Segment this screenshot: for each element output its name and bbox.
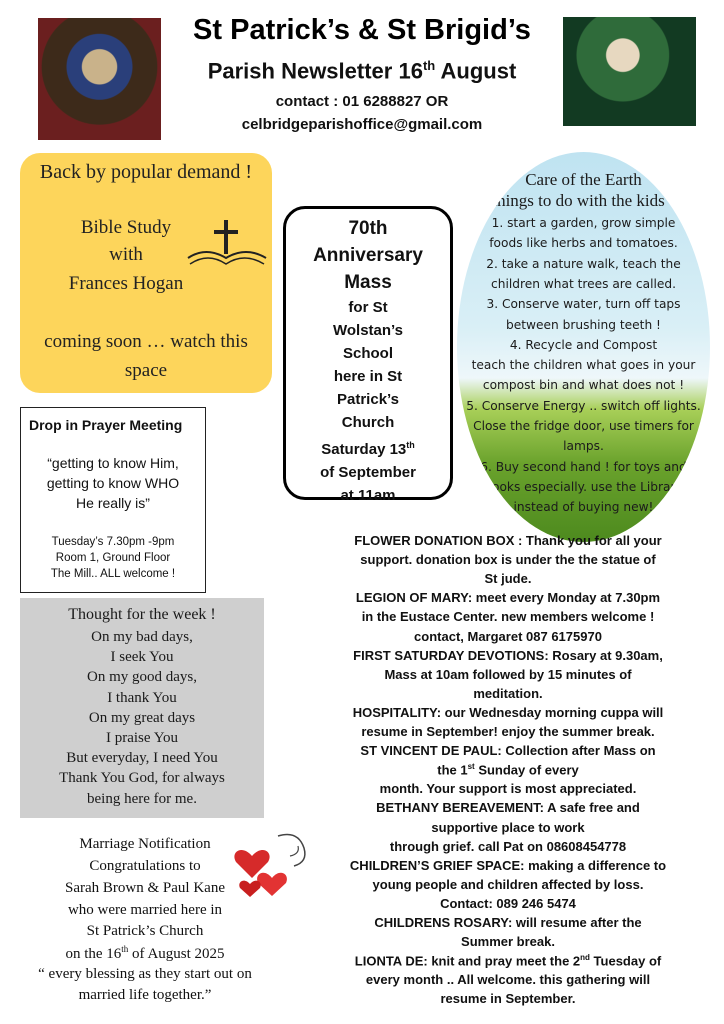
thought-line: I praise You bbox=[105, 730, 179, 746]
anniv-line: here in St bbox=[333, 368, 403, 385]
anniv-line: Wolstan’s bbox=[332, 322, 403, 339]
hearts-icon bbox=[228, 826, 312, 910]
bible-study-line1: Bible Study bbox=[80, 217, 172, 238]
anniv-line: at 11am bbox=[340, 487, 396, 504]
bible-study-box bbox=[20, 153, 272, 393]
care-of-earth-box bbox=[457, 152, 710, 542]
anniv-line: Church bbox=[341, 414, 395, 431]
anniv-line: for St bbox=[348, 299, 388, 316]
notice-line: HOSPITALITY: our Wednesday morning cuppa will bbox=[352, 704, 664, 720]
contact-phone: contact : 01 6288827 OR bbox=[275, 93, 449, 110]
anniv-line: 70th bbox=[348, 218, 388, 239]
earth-list-line: teach the children what goes in your bbox=[471, 358, 696, 373]
marriage-blessing: “ every blessing as they start out on bbox=[38, 966, 252, 982]
bible-study-line3: Frances Hogan bbox=[68, 273, 184, 294]
marriage-line: Congratulations to bbox=[89, 858, 201, 874]
notice-line: month. Your support is most appreciated. bbox=[379, 781, 637, 797]
anniv-line: Saturday 13th bbox=[321, 440, 415, 458]
earth-list-line: children what trees are called. bbox=[491, 276, 676, 291]
st-brigid-stained-glass-image bbox=[38, 18, 161, 140]
anniv-line: Patrick’s bbox=[337, 391, 399, 408]
prayer-quote: “getting to know Him, bbox=[47, 455, 179, 471]
earth-list-line: 6. Buy second hand ! for toys and bbox=[480, 459, 687, 474]
marriage-line: who were married here in bbox=[67, 902, 223, 918]
notice-line: supportive place to work bbox=[431, 819, 585, 835]
bible-study-line4: coming soon … watch this bbox=[44, 331, 248, 352]
notice-line: every month .. All welcome. this gathering will bbox=[365, 972, 651, 988]
earth-list-line: 2. take a nature walk, teach the bbox=[486, 256, 681, 271]
earth-list-line: lamps. bbox=[563, 439, 604, 454]
notice-line: resume in September. bbox=[440, 991, 576, 1007]
thought-for-week-box bbox=[20, 598, 264, 818]
prayer-schedule: Tuesday’s 7.30pm -9pm bbox=[51, 536, 175, 548]
earth-title: Care of the Earth bbox=[525, 170, 642, 189]
prayer-quote: getting to know WHO bbox=[46, 475, 180, 491]
earth-list-line: instead of buying new! bbox=[513, 500, 654, 515]
prayer-welcome: The Mill.. ALL welcome ! bbox=[50, 568, 176, 580]
anniv-line: of September bbox=[320, 464, 416, 481]
earth-list-line: 1. start a garden, grow simple bbox=[491, 216, 676, 230]
marriage-blessing: married life together.” bbox=[78, 987, 212, 1003]
prayer-title: Drop in Prayer Meeting bbox=[29, 417, 183, 433]
thought-line: being here for me. bbox=[87, 790, 197, 807]
notice-line: in the Eustace Center. new members welcome ! bbox=[361, 609, 655, 625]
prayer-quote: He really is” bbox=[76, 495, 150, 511]
notice-line: the 1st Sunday of every bbox=[437, 762, 579, 778]
thought-line: Thank You God, for always bbox=[59, 770, 225, 787]
bible-study-heading: Back by popular demand ! bbox=[39, 161, 253, 183]
notice-line: St jude. bbox=[484, 571, 532, 587]
notice-line: LEGION OF MARY: meet every Monday at 7.30pm bbox=[355, 590, 661, 606]
st-patrick-stained-glass-image bbox=[563, 17, 696, 126]
notice-line: through grief. call Pat on 08608454778 bbox=[389, 838, 627, 854]
notice-line: CHILDRENS ROSARY: will resume after the bbox=[374, 915, 642, 930]
newsletter-subtitle: Parish Newsletter 16th August bbox=[207, 58, 517, 84]
notice-line: ST VINCENT DE PAUL: Collection after Mass on bbox=[360, 743, 656, 759]
anniversary-mass-box bbox=[283, 206, 453, 504]
thought-line: I thank You bbox=[107, 689, 177, 706]
earth-list-line: between brushing teeth ! bbox=[506, 317, 661, 332]
prayer-location: Room 1, Ground Floor bbox=[55, 552, 171, 564]
earth-subtitle: things to do with the kids ! bbox=[492, 191, 675, 210]
marriage-couple: Sarah Brown & Paul Kane bbox=[65, 880, 225, 896]
notice-line: support. donation box is under the the statue of bbox=[360, 552, 656, 568]
notice-line: contact, Margaret 087 6175970 bbox=[414, 628, 602, 644]
earth-list-line: foods like herbs and tomatoes. bbox=[489, 236, 678, 251]
anniv-line: School bbox=[342, 345, 393, 362]
notice-line: Contact: 089 246 5474 bbox=[440, 895, 576, 911]
notice-line: BETHANY BEREAVEMENT: A safe free and bbox=[376, 800, 640, 816]
earth-list-line: 3. Conserve water, turn off taps bbox=[486, 297, 681, 312]
notice-line: Mass at 10am followed by 15 minutes of bbox=[384, 666, 632, 682]
anniv-line: Anniversary bbox=[313, 245, 423, 266]
newsletter-title: St Patrick’s & St Brigid’s bbox=[193, 14, 531, 46]
contact-email: celbridgeparishoffice@gmail.com bbox=[241, 116, 483, 133]
marriage-date: on the 16th of August 2025 bbox=[65, 944, 225, 962]
notice-line: meditation. bbox=[473, 685, 543, 701]
earth-list-line: 5. Conserve Energy .. switch off lights. bbox=[466, 398, 701, 413]
notice-line: Summer break. bbox=[461, 934, 555, 950]
marriage-title: Marriage Notification bbox=[79, 836, 211, 852]
earth-list-line: books especially. use the Library bbox=[484, 479, 683, 494]
thought-title: Thought for the week ! bbox=[68, 606, 216, 623]
marriage-line: St Patrick’s Church bbox=[86, 923, 204, 939]
thought-line: But everyday, I need You bbox=[66, 750, 218, 767]
earth-list-line: 4. Recycle and Compost bbox=[509, 337, 658, 352]
notice-line: FLOWER DONATION BOX : Thank you for all your bbox=[354, 533, 662, 548]
prayer-meeting-box bbox=[20, 407, 206, 593]
anniv-line: Mass bbox=[344, 272, 392, 293]
notice-line: FIRST SATURDAY DEVOTIONS: Rosary at 9.30am, bbox=[353, 647, 663, 663]
notice-line: LIONTA DE: knit and pray meet the 2nd Tuesday of bbox=[354, 953, 662, 969]
thought-line: On my bad days, bbox=[91, 629, 193, 645]
bible-study-line2: with bbox=[109, 244, 143, 265]
thought-line: I seek You bbox=[110, 649, 174, 666]
notice-line: resume in September! enjoy the summer break. bbox=[361, 724, 655, 739]
bible-study-line5: space bbox=[124, 360, 168, 381]
notice-line: young people and children affected by loss. bbox=[372, 876, 644, 892]
thought-line: On my good days, bbox=[87, 669, 197, 686]
earth-list-line: compost bin and what does not ! bbox=[482, 378, 685, 393]
earth-list-line: Close the fridge door, use timers for bbox=[473, 419, 694, 433]
cross-book-icon bbox=[184, 218, 270, 270]
notice-line: CHILDREN’S GRIEF SPACE: making a difference to bbox=[349, 857, 667, 873]
thought-line: On my great days bbox=[88, 709, 196, 726]
